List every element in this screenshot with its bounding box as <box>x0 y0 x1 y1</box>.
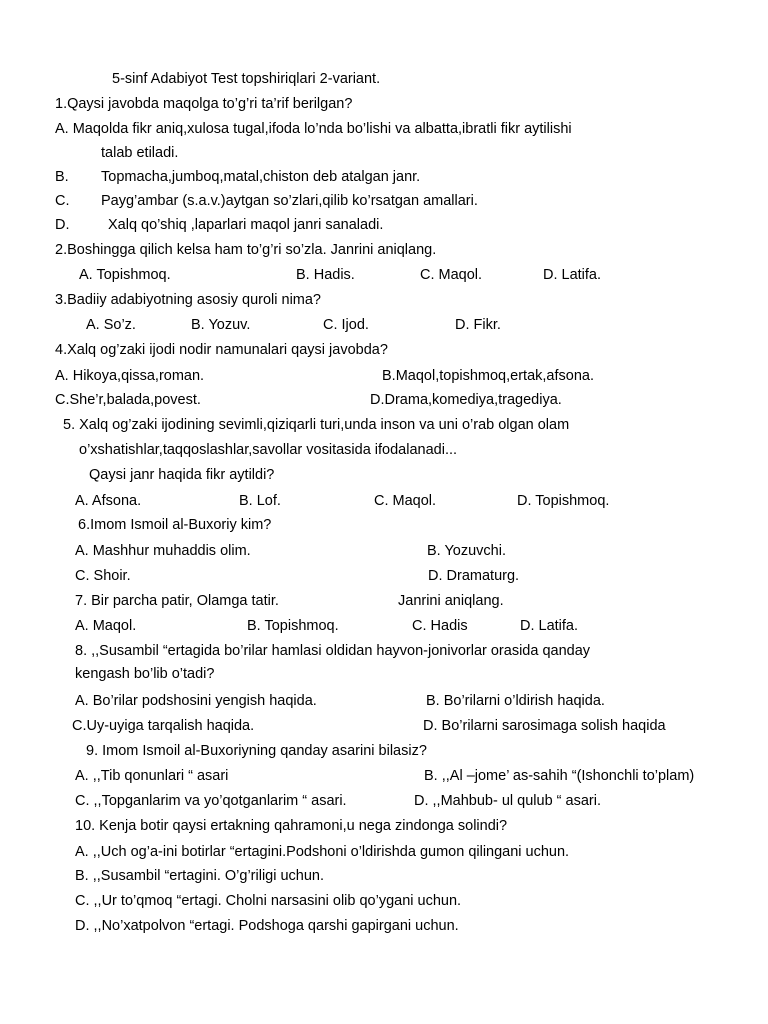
q5-option-b: B. Lof. <box>239 493 281 509</box>
q3-option-d: D. Fikr. <box>455 317 501 333</box>
q10-option-d: D. ,,No’xatpolvon “ertagi. Podshoga qarshi gapirgani uchun. <box>75 918 459 934</box>
question-5-line-2: o’xshatishlar,taqqoslashlar,savollar vositasida ifodalanadi... <box>79 442 458 458</box>
question-7: 7. Bir parcha patir, Olamga tatir. <box>75 593 279 609</box>
question-7-task: Janrini aniqlang. <box>398 593 504 609</box>
q3-option-a: A. So’z. <box>86 317 136 333</box>
q1-option-b-letter: B. <box>55 169 69 185</box>
q7-option-b: B. Topishmoq. <box>247 618 339 634</box>
question-6: 6.Imom Ismoil al-Buxoriy kim? <box>78 517 272 533</box>
question-9: 9. Imom Ismoil al-Buxoriyning qanday asarini bilasiz? <box>86 743 427 759</box>
q1-option-d-text: Xalq qo’shiq ,laparlari maqol janri sanaladi. <box>108 217 384 233</box>
q3-option-c: C. Ijod. <box>323 317 369 333</box>
question-5-line-3: Qaysi janr haqida fikr aytildi? <box>89 467 275 483</box>
q8-option-a: A. Bo’rilar podshosini yengish haqida. <box>75 693 317 709</box>
q4-option-a: A. Hikoya,qissa,roman. <box>55 368 205 384</box>
q8-option-d: D. Bo’rilarni sarosimaga solish haqida <box>423 718 666 734</box>
q1-option-a-continued: talab etiladi. <box>101 145 179 161</box>
q1-option-c-letter: C. <box>55 193 70 209</box>
q6-option-a: A. Mashhur muhaddis olim. <box>75 543 251 559</box>
q10-option-c: C. ,,Ur to’qmoq “ertagi. Cholni narsasini olib qo’ygani uchun. <box>75 893 462 909</box>
q7-option-a: A. Maqol. <box>75 618 137 634</box>
question-8: 8. ,,Susambil “ertagida bo’rilar hamlasi oldidan hayvon-jonivorlar orasida qanday <box>75 643 591 659</box>
question-10: 10. Kenja botir qaysi ertakning qahramoni,u nega zindonga solindi? <box>75 818 508 834</box>
question-4: 4.Xalq og’zaki ijodi nodir namunalari qaysi javobda? <box>55 342 388 358</box>
q9-option-a: A. ,,Tib qonunlari “ asari <box>75 768 229 784</box>
q1-option-d-letter: D. <box>55 217 70 233</box>
q1-option-a: A. Maqolda fikr aniq,xulosa tugal,ifoda lo’nda bo’lishi va albatta,ibratli fikr aytilishi <box>55 121 572 137</box>
q2-option-c: C. Maqol. <box>420 267 483 283</box>
q5-option-d: D. Topishmoq. <box>517 493 610 509</box>
q5-option-a: A. Afsona. <box>75 493 142 509</box>
q9-option-d: D. ,,Mahbub- ul qulub “ asari. <box>414 793 601 809</box>
q1-option-b-text: Topmacha,jumboq,matal,chiston deb atalgan janr. <box>101 169 421 185</box>
q1-option-c-text: Payg’ambar (s.a.v.)aytgan so’zlari,qilib ko’rsatgan amallari. <box>101 193 478 209</box>
question-8-line-2: kengash bo’lib o’tadi? <box>75 666 215 682</box>
q9-option-c: C. ,,Topganlarim va yo’qotganlarim “ asari. <box>75 793 347 809</box>
q6-option-d: D. Dramaturg. <box>428 568 520 584</box>
q5-option-c: C. Maqol. <box>374 493 437 509</box>
q4-option-b: B.Maqol,topishmoq,ertak,afsona. <box>382 368 594 384</box>
q3-option-b: B. Yozuv. <box>191 317 251 333</box>
q9-option-b: B. ,,Al –jome’ as-sahih “(Ishonchli to’plam) <box>424 768 695 784</box>
q6-option-c: C. Shoir. <box>75 568 131 584</box>
q4-option-d: D.Drama,komediya,tragediya. <box>370 392 562 408</box>
q2-option-a: A. Topishmoq. <box>79 267 171 283</box>
question-1: 1.Qaysi javobda maqolga to’g’ri ta’rif berilgan? <box>55 96 353 112</box>
q7-option-c: C. Hadis <box>412 618 468 634</box>
q4-option-c: C.She’r,balada,povest. <box>55 392 201 408</box>
q2-option-d: D. Latifa. <box>543 267 602 283</box>
q7-option-d: D. Latifa. <box>520 618 579 634</box>
q6-option-b: B. Yozuvchi. <box>427 543 506 559</box>
q2-option-b: B. Hadis. <box>296 267 355 283</box>
question-2: 2.Boshingga qilich kelsa ham to’g’ri so’zla. Janrini aniqlang. <box>55 242 437 258</box>
q10-option-a: A. ,,Uch og’a-ini botirlar “ertagini.Podshoni o’ldirishda gumon qilingani uchun. <box>75 844 570 860</box>
question-5: 5. Xalq og’zaki ijodining sevimli,qiziqarli turi,unda inson va uni o’rab olgan olam <box>63 417 570 433</box>
q8-option-b: B. Bo’rilarni o’ldirish haqida. <box>426 693 605 709</box>
question-3: 3.Badiiy adabiyotning asosiy quroli nima? <box>55 292 321 308</box>
q10-option-b: B. ,,Susambil “ertagini. O’g’riligi uchun. <box>75 868 325 884</box>
q8-option-c: C.Uy-uyiga tarqalish haqida. <box>72 718 255 734</box>
page-title: 5-sinf Adabiyot Test topshiriqlari 2-variant. <box>112 71 381 87</box>
